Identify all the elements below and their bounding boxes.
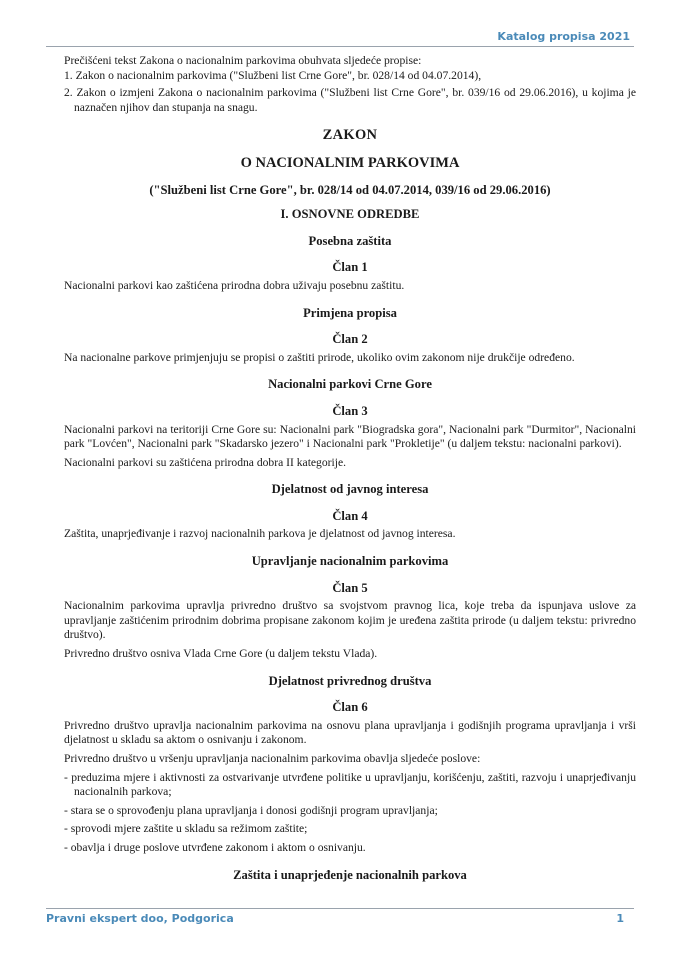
article-label: Član 6 (332, 700, 368, 715)
article-paragraph: Nacionalni parkovi su zaštićena prirodna dobra II kategorije. (64, 455, 347, 469)
intro-item: 1. Zakon o nacionalnim parkovima ("Službeni list Crne Gore", br. 028/14 od 04.07.2014), (64, 68, 482, 82)
duty-list-item: - sprovodi mjere zaštite u skladu sa režimom zaštite; (64, 822, 308, 836)
page-number: 1 (616, 912, 624, 925)
page-header (46, 30, 634, 47)
catalog-title: Katalog propisa 2021 (497, 30, 630, 43)
law-subject: O NACIONALNIM PARKOVIMA (240, 154, 460, 171)
article-paragraph: Privredno društvo osniva Vlada Crne Gore (u daljem tekstu Vlada). (64, 647, 378, 661)
article-paragraph: Privredno društvo upravlja nacionalnim parkovima na osnovu plana upravljanja i godišnjih programa upravljanja i vrši djelatnost u skladu sa aktom o osnivanju i zakonom. (64, 718, 636, 747)
article-paragraph: Nacionalnim parkovima upravlja privredno društvo sa svojstvom pravnog lica, koje treba da ispunjava uslove za upravljanje zaštićenim prirodnim dobrima propisane zakonom kojim je uređena zaštita prirode (u daljem tekstu: privredno društvo). (64, 599, 636, 642)
page-footer (46, 908, 634, 925)
article-label: Član 3 (332, 403, 368, 418)
article-label: Član 4 (332, 508, 368, 523)
intro-item: 2. Zakon o izmjeni Zakona o nacionalnim parkovima ("Službeni list Crne Gore", br. 039/16 od 29.06.2016), u kojima je naznačen njihov dan stupanja na snagu. (64, 86, 636, 114)
article-paragraph: Zaštita, unaprjeđivanje i razvoj nacionalnih parkova je djelatnost od javnog interesa. (64, 527, 456, 541)
article-subtitle: Djelatnost privrednog društva (268, 673, 432, 688)
section-heading: I. OSNOVNE ODREDBE (280, 207, 420, 222)
duty-list-item: - preduzima mjere i aktivnosti za ostvarivanje utvrđene politike u upravljanju, korišćenju, zaštiti, razvoju i unaprjeđivanju nacionalnih parkova; (64, 770, 636, 799)
duty-list-item: - stara se o sprovođenju plana upravljanja i donosi godišnji program upravljanja; (64, 803, 438, 817)
article-label: Član 1 (332, 260, 368, 275)
law-title: ZAKON (322, 127, 378, 144)
article-paragraph: Nacionalni parkovi na teritoriji Crne Gore su: Nacionalni park "Biogradska gora", Nacionalni park "Durmitor", Nacionalni park "Lovćen", Nacionalni park "Skadarsko jezero" i Nacionalni park "Prokletije" (u daljem tekstu: nacionalni parkovi). (64, 422, 636, 451)
article-paragraph: Nacionalni parkovi kao zaštićena prirodna dobra uživaju posebnu zaštitu. (64, 278, 405, 292)
article-subtitle: Zaštita i unaprjeđenje nacionalnih parkova (233, 867, 467, 882)
article-subtitle: Primjena propisa (303, 305, 397, 320)
document-body (64, 54, 636, 882)
article-subtitle: Posebna zaštita (308, 233, 392, 248)
gazette-reference: ("Službeni list Crne Gore", br. 028/14 od 04.07.2014, 039/16 od 29.06.2016) (149, 182, 551, 197)
article-label: Član 2 (332, 332, 368, 347)
article-paragraph: Privredno društvo u vršenju upravljanja nacionalnim parkovima obavlja sljedeće poslove: (64, 752, 481, 765)
article-subtitle: Upravljanje nacionalnim parkovima (251, 554, 449, 569)
article-subtitle: Nacionalni parkovi Crne Gore (268, 377, 432, 392)
article-paragraph: Na nacionalne parkove primjenjuju se propisi o zaštiti prirode, ukoliko ovim zakonom nije drukčije određeno. (64, 350, 575, 364)
duty-list-item: - obavlja i druge poslove utvrđene zakonom i aktom o osnivanju. (64, 840, 366, 854)
publisher-name: Pravni ekspert doo, Podgorica (46, 912, 234, 925)
intro-lead: Prečišćeni tekst Zakona o nacionalnim parkovima obuhvata sljedeće propise: (64, 54, 422, 67)
article-subtitle: Djelatnost od javnog interesa (271, 482, 429, 497)
article-label: Član 5 (332, 580, 368, 595)
